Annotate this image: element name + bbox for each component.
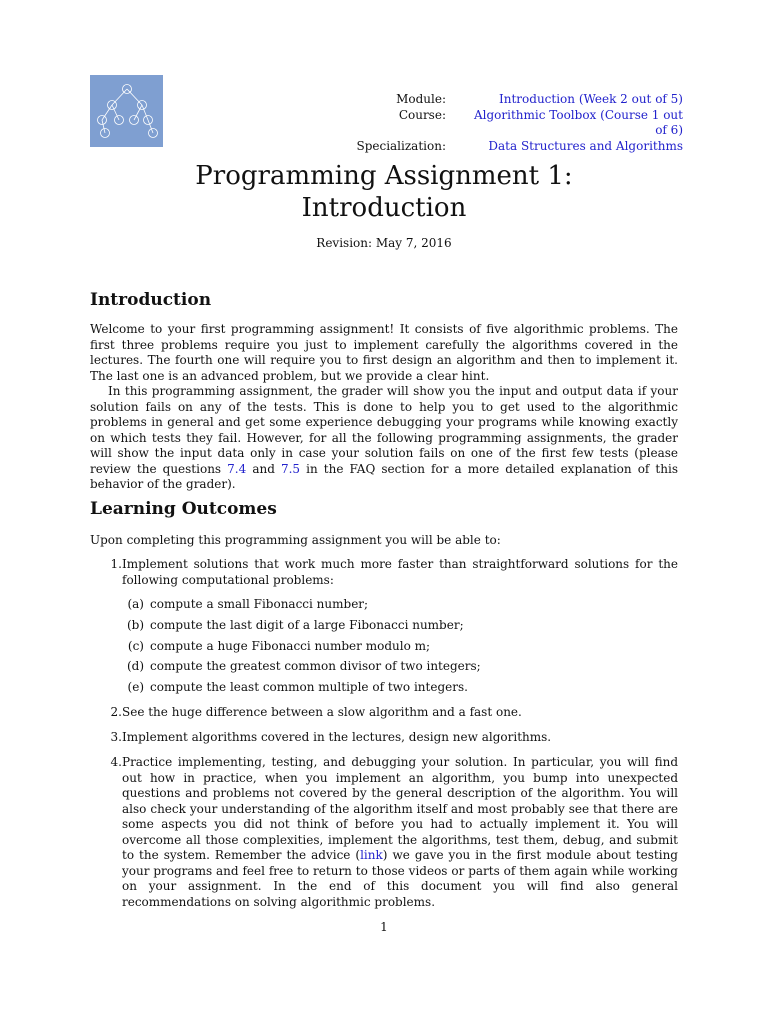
faq-link-7-5[interactable]: 7.5	[280, 461, 301, 476]
course-link[interactable]: Algorithmic Toolbox (Course 1 out of 6)	[474, 107, 683, 137]
sublist-text: compute the greatest common divisor of two integers;	[150, 659, 481, 673]
sublist-label: (b)	[126, 618, 144, 632]
learning-outcomes-heading: Learning Outcomes	[90, 499, 277, 519]
list-item-text: Implement algorithms covered in the lectures, design new algorithms.	[122, 730, 552, 744]
intro-paragraph-2	[90, 384, 678, 493]
sublist-label: (a)	[127, 597, 144, 611]
item4-text-a: Practice implementing, testing, and debugging your solution. In particular, you will find out how in practice, when you implement an algorithm, you bump into unexpected questions and problems not covered by the general description of the algorithm. You will also check your understanding of the algorithm itself and most probably see that there are some aspects you did not think of before you had to actually implement it. You will overcome all those complexities, implement the algorithms, test them, debug, and submit to the system. Remember the advice (	[122, 755, 678, 862]
page-number: 1	[380, 920, 388, 934]
list-item-number: 2.	[110, 705, 122, 719]
intro-p2-text-b: and	[246, 461, 281, 476]
specialization-row	[300, 139, 683, 155]
revision-date: Revision: May 7, 2016	[316, 236, 452, 250]
module-label: Module:	[396, 92, 446, 106]
advice-link[interactable]: link	[360, 848, 383, 862]
list-item-number: 4.	[110, 755, 122, 769]
specialization-label: Specialization:	[356, 138, 446, 153]
course-logo	[90, 75, 163, 147]
list-item-number: 1.	[110, 557, 122, 571]
intro-p2-text-a: In this programming assignment, the grader will show you the input and output data if your solution fails on any of the tests. This is done to help you to get used to the algorithmic problems in general and get some experience debugging your programs while knowing exactly on which tests they fail. However, for all the following programming assignments, the grader will show the input data only in case your solution fails on one of the first few tests (please review the questions	[90, 384, 678, 476]
sublist-text: compute a huge Fibonacci number modulo m;	[150, 639, 431, 653]
module-link[interactable]: Introduction (Week 2 out of 5)	[499, 92, 683, 106]
course-meta	[300, 92, 683, 154]
intro-p2-text-c: in the FAQ section for a more detailed explanation of this behavior of the grader).	[90, 461, 678, 491]
outcomes-lead: Upon completing this programming assignment you will be able to:	[90, 533, 501, 547]
list-item-text	[122, 755, 678, 910]
sublist-text: compute the least common multiple of two integers.	[150, 680, 468, 694]
intro-paragraph-1: Welcome to your first programming assignment! It consists of five algorithmic problems. The first three problems require you just to implement carefully the algorithms covered in the lectures. The fourth one will require you to first design an algorithm and then to implement it. The last one is an advanced problem, but we provide a clear hint.	[90, 322, 678, 383]
specialization-link[interactable]: Data Structures and Algorithms	[488, 138, 683, 153]
sublist-text: compute the last digit of a large Fibonacci number;	[150, 618, 464, 632]
list-item-text: Implement solutions that work much more faster than straightforward solutions for the following computational problems:	[122, 557, 678, 587]
list-item-text: See the huge difference between a slow algorithm and a fast one.	[122, 705, 522, 719]
faq-link-7-4[interactable]: 7.4	[227, 461, 247, 476]
item4-text-b: ) we gave you in the first module about testing your programs and feel free to return to those videos or parts of them again while working on your assignment. In the end of this document you will find also general recommendations on solving algorithmic problems.	[122, 848, 678, 909]
list-item-number: 3.	[110, 730, 122, 744]
page-title	[0, 160, 768, 224]
sublist-label: (c)	[127, 639, 144, 653]
sublist-label: (e)	[127, 680, 144, 694]
course-label: Course:	[398, 107, 446, 122]
introduction-heading: Introduction	[90, 290, 212, 310]
course-row	[300, 108, 683, 139]
sublist-text: compute a small Fibonacci number;	[150, 597, 369, 611]
sublist-label: (d)	[126, 659, 144, 673]
title-line-1: Programming Assignment 1:	[195, 161, 573, 191]
module-row	[300, 92, 683, 108]
title-line-2: Introduction	[301, 193, 467, 223]
tree-logo-icon	[90, 75, 163, 147]
